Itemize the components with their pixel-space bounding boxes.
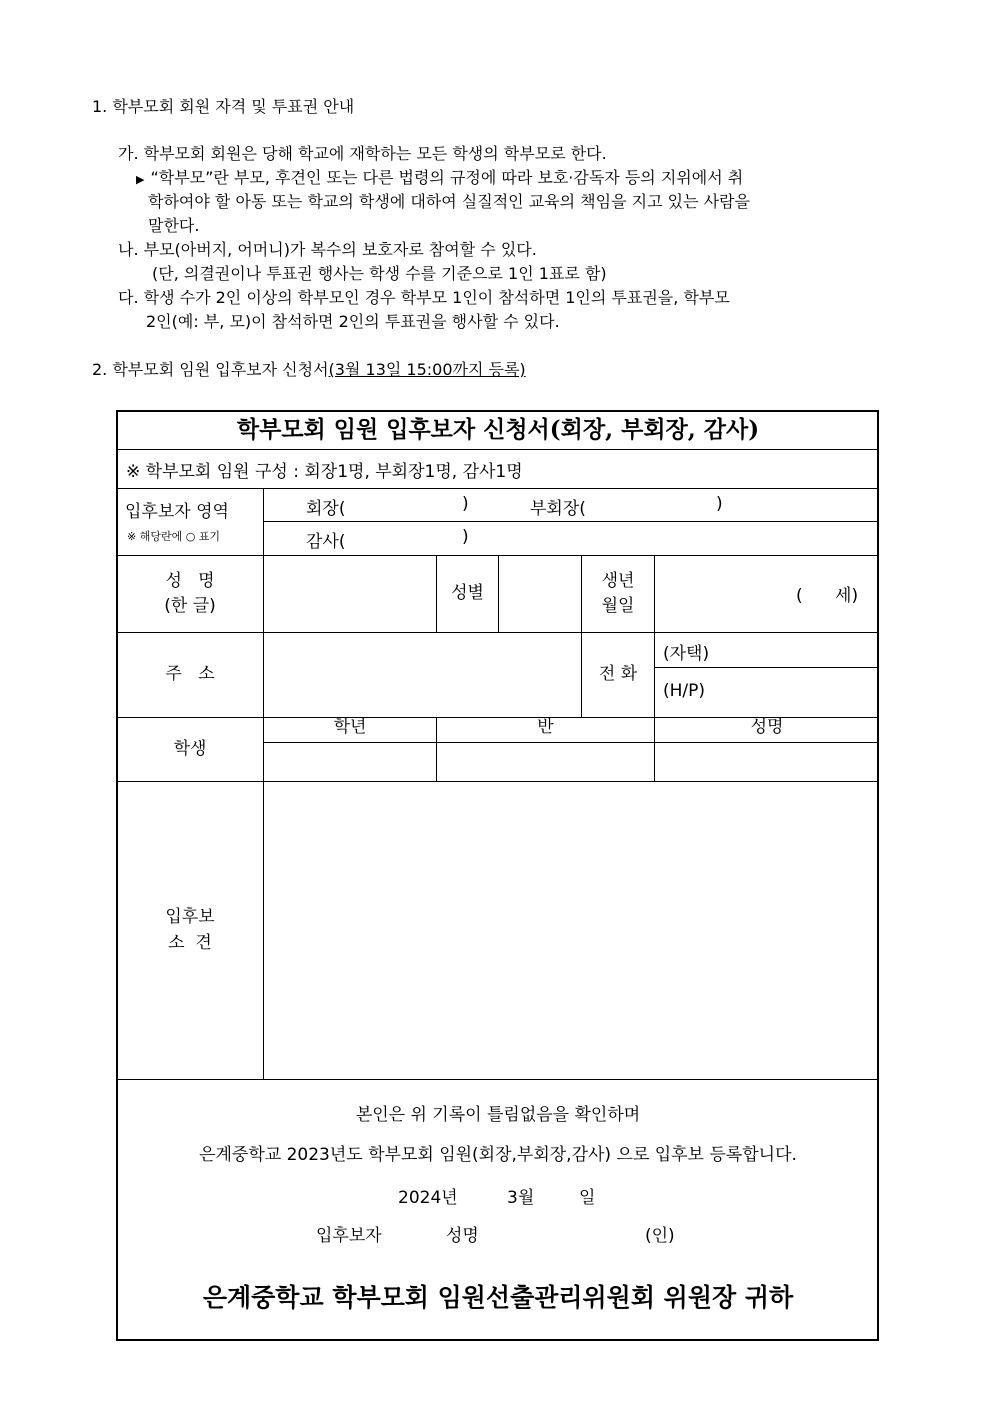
section1-heading: 1. 학부모회 회원 자격 및 투표권 안내 xyxy=(92,97,355,116)
opinion-label-line2: 소 견 xyxy=(168,932,212,953)
section2-deadline: (3월 13일 15:00까지 등록) xyxy=(328,360,526,379)
name-label-line1: 성 명 xyxy=(165,570,215,591)
col-grade-header: 학년 xyxy=(333,717,367,738)
student-name-input[interactable] xyxy=(655,743,879,781)
birth-label-line1: 생년 xyxy=(601,570,635,591)
birth-age-field[interactable]: ( 세) xyxy=(796,586,859,606)
option-auditor-close: ) xyxy=(462,527,469,547)
item-na-sub: (단, 의결권이나 투표권 행사는 학생 수를 기준으로 1인 1표로 함) xyxy=(152,264,607,283)
address-input[interactable] xyxy=(264,633,581,717)
confirm-line-2: 은계중학교 2023년도 학부모회 임원(회장,부회장,감사) 으로 입후보 등록합니다. xyxy=(199,1145,797,1166)
addressee: 은계중학교 학부모회 임원선출관리위원회 위원장 귀하 xyxy=(202,1283,794,1313)
gender-label: 성별 xyxy=(451,583,484,604)
option-president[interactable] xyxy=(306,494,345,519)
phone-label: 전 화 xyxy=(598,664,638,685)
option-auditor-label: 감사( xyxy=(306,532,346,552)
col-name-header: 성명 xyxy=(750,717,784,738)
name-label xyxy=(117,556,263,632)
form-title: 학부모회 임원 입후보자 신청서(회장, 부회장, 감사) xyxy=(236,415,760,443)
composition-note: ※ 학부모회 임원 구성 : 회장1명, 부회장1명, 감사1명 xyxy=(126,462,523,482)
item-na: 나. 부모(아버지, 어머니)가 복수의 보호자로 참여할 수 있다. xyxy=(118,240,537,259)
row-divider xyxy=(117,488,879,489)
opinion-textarea[interactable] xyxy=(264,782,879,1079)
phone-mobile-field[interactable]: (H/P) xyxy=(663,681,706,701)
area-hint: ※ 해당란에 ○ 표기 xyxy=(127,530,221,543)
section2-heading-text: 2. 학부모회 임원 입후보자 신청서 xyxy=(92,360,329,379)
signature-candidate-label: 입후보자 xyxy=(316,1226,382,1246)
note-line-1 xyxy=(136,165,743,188)
name-input[interactable] xyxy=(264,556,436,632)
item-da-line-1: 다. 학생 수가 2인 이상의 학부모인 경우 학부모 1인이 참석하면 1인의 투표권을, 학부모 xyxy=(118,288,730,307)
student-label: 학생 xyxy=(173,738,207,759)
note-text-1: “학부모”란 부모, 후견인 또는 다른 법령의 규정에 따라 보호·감독자 등의 지위에서 취 xyxy=(150,168,744,187)
birth-label xyxy=(582,556,654,632)
name-label-line2: (한 글) xyxy=(164,596,216,616)
date-month: 3월 xyxy=(507,1188,535,1208)
note-line-2: 학하여야 할 아동 또는 학교의 학생에 대하여 실질적인 교육의 책임을 지고 있는 사람을 xyxy=(148,192,750,211)
row-divider xyxy=(264,521,879,522)
gender-input[interactable] xyxy=(499,556,581,632)
row-divider xyxy=(117,1079,879,1080)
triangle-marker-icon: ▶ xyxy=(136,173,145,186)
option-vice-president[interactable] xyxy=(530,494,586,519)
col-divider xyxy=(654,555,655,717)
signature-name-label: 성명 xyxy=(446,1226,479,1246)
date-year: 2024년 xyxy=(398,1188,458,1208)
area-label: 입후보자 영역 xyxy=(125,502,229,522)
signature-seal[interactable]: (인) xyxy=(645,1226,675,1246)
item-ga: 가. 학부모회 회원은 당해 학교에 재학하는 모든 학생의 학부모로 한다. xyxy=(118,144,607,163)
row-divider xyxy=(654,667,879,668)
note-line-3: 말한다. xyxy=(148,216,200,235)
option-auditor[interactable] xyxy=(306,527,345,552)
address-label: 주 소 xyxy=(165,664,215,685)
item-da-line-2: 2인(예: 부, 모)이 참석하면 2인의 투표권을 행사할 수 있다. xyxy=(146,312,560,331)
opinion-label-line1: 입후보 xyxy=(165,907,215,927)
option-vice-label: 부회장( xyxy=(530,499,586,519)
opinion-label xyxy=(117,782,263,1079)
section2-heading xyxy=(92,357,526,380)
date-day: 일 xyxy=(579,1188,596,1208)
option-vice-close: ) xyxy=(716,494,723,514)
option-president-close: ) xyxy=(462,494,469,514)
row-divider xyxy=(117,449,879,450)
option-president-label: 회장( xyxy=(306,499,346,519)
student-class-input[interactable] xyxy=(437,743,654,781)
student-grade-input[interactable] xyxy=(264,743,436,781)
confirm-line-1: 본인은 위 기록이 틀림없음을 확인하며 xyxy=(355,1105,641,1126)
phone-home-field[interactable]: (자택) xyxy=(663,644,710,664)
birth-label-line2: 월일 xyxy=(601,596,635,616)
col-class-header: 반 xyxy=(537,717,554,738)
